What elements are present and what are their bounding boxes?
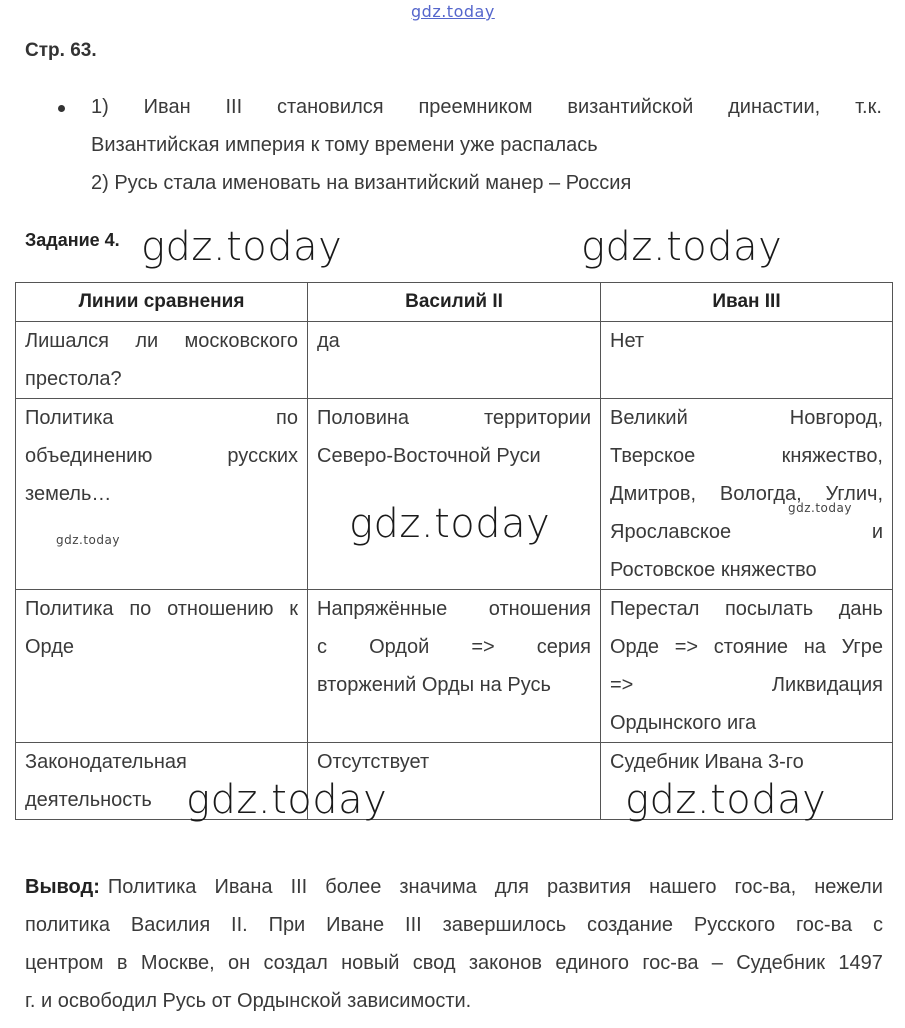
header-vasily: Василий II: [308, 283, 601, 322]
conclusion-word: единого: [555, 952, 629, 974]
cell-line: Орде: [25, 636, 75, 658]
conclusion-word: значима: [399, 876, 477, 898]
comparison-table: [15, 282, 893, 820]
table-header-row: [16, 283, 893, 322]
conclusion-word: он: [227, 952, 251, 974]
conclusion-word: –: [711, 952, 723, 974]
conclusion-label: Вывод:: [25, 876, 100, 898]
cell-vasily: [308, 322, 601, 399]
cell-word: Углич,: [825, 483, 883, 505]
conclusion-word: создание: [587, 914, 674, 936]
conclusion-word: политика: [25, 914, 110, 936]
conclusion-line-2: [25, 906, 883, 944]
conclusion-word: Судебник: [736, 952, 826, 974]
watermark-big[interactable]: gdz.today: [141, 224, 343, 270]
conclusion-word: При: [268, 914, 306, 936]
cell-line: престола?: [25, 368, 122, 390]
header-ivan: Иван III: [601, 283, 893, 322]
cell-vasily: [308, 590, 601, 743]
cell-word: дань: [838, 598, 883, 620]
watermark-top[interactable]: gdz.today: [411, 2, 495, 21]
conclusion-word: Иване: [326, 914, 385, 936]
answer-item-1-line-1: [91, 88, 882, 126]
cell-word: с: [317, 636, 327, 658]
cell-word: московского: [184, 330, 298, 352]
cell-word: Тверское: [610, 445, 696, 467]
cell-word: отношения: [488, 598, 591, 620]
cell-line: деятельность: [25, 789, 152, 811]
cell-word: и: [871, 521, 883, 543]
cell-word: Вологда,: [719, 483, 802, 505]
cell-line: Отсутствует: [317, 751, 430, 773]
table-row: [16, 590, 893, 743]
conclusion-word: гос-ва: [795, 914, 853, 936]
cell-line: [25, 399, 298, 437]
cell-word: Ярославское: [610, 521, 732, 543]
conclusion-word: гос-ва,: [734, 876, 797, 898]
cell-line: Нет: [610, 330, 645, 352]
conclusion-word: 1497: [838, 952, 883, 974]
conclusion-word: нежели: [814, 876, 883, 898]
table-row: [16, 322, 893, 399]
cell-word: Ордой: [369, 636, 430, 658]
conclusion-word: развития: [546, 876, 632, 898]
cell-word: к: [289, 598, 298, 620]
cell-ivan: [601, 322, 893, 399]
conclusion-line-1: [25, 868, 883, 906]
conclusion-line-3: [25, 944, 883, 982]
conclusion-word: завершилось: [442, 914, 567, 936]
conclusion-word: нашего: [649, 876, 717, 898]
conclusion-word: для: [494, 876, 529, 898]
task-title: Задание 4.: [25, 230, 120, 250]
cell-line: [317, 399, 591, 437]
cell-word: =>: [610, 674, 634, 696]
conclusion-word: Москве,: [140, 952, 215, 974]
watermark-big[interactable]: gdz.today: [186, 777, 388, 823]
cell-word: Политика: [25, 407, 114, 429]
page-reference: Стр. 63.: [25, 40, 97, 61]
cell-line: Законодательная: [25, 751, 187, 773]
cell-word: отношению: [167, 598, 274, 620]
conclusion-word: в: [116, 952, 128, 974]
cell-line: [25, 590, 298, 628]
cell-vasily: [308, 399, 601, 590]
conclusion-word: II.: [231, 914, 248, 936]
cell-line: вторжений Орды на Русь: [317, 674, 551, 696]
bullet-icon: [58, 105, 65, 112]
conclusion-line-1-text: [108, 868, 883, 906]
cell-line: [610, 513, 883, 551]
conclusion-word: центром: [25, 952, 104, 974]
conclusion-word: новый: [341, 952, 400, 974]
cell-line: [317, 628, 591, 666]
cell-criterion: [16, 590, 308, 743]
conclusion-word: III: [290, 876, 308, 898]
conclusion-word: Политика: [107, 876, 197, 898]
cell-ivan: [601, 590, 893, 743]
answer-item-1-line-2: Византийская империя к тому времени уже распалась: [91, 134, 598, 156]
cell-word: русских: [227, 445, 298, 467]
answer-word: династии,: [728, 96, 821, 118]
answer-item-2: 2) Русь стала именовать на византийский манер – Россия: [91, 172, 632, 194]
cell-line: [610, 399, 883, 437]
cell-word: =>: [471, 636, 495, 658]
answer-word: преемником: [418, 96, 533, 118]
cell-word: ли: [135, 330, 159, 352]
header-criteria: Линии сравнения: [16, 283, 308, 322]
conclusion-line-4: г. и освободил Русь от Ордынской зависимости.: [25, 990, 472, 1012]
cell-word: на: [803, 636, 826, 658]
conclusion-word: свод: [412, 952, 456, 974]
conclusion-word: законов: [468, 952, 543, 974]
cell-line: земель…: [25, 483, 112, 505]
cell-word: по: [276, 407, 298, 429]
cell-line: [25, 437, 298, 475]
watermark-big[interactable]: gdz.today: [349, 501, 551, 547]
answer-word: византийской: [567, 96, 694, 118]
watermark-big[interactable]: gdz.today: [625, 777, 827, 823]
cell-word: =>: [674, 636, 699, 658]
watermark-big[interactable]: gdz.today: [581, 224, 783, 270]
conclusion: [25, 868, 883, 1020]
cell-word: территории: [483, 407, 591, 429]
conclusion-word: Василия: [130, 914, 211, 936]
cell-ivan: [601, 399, 893, 590]
cell-word: Великий: [610, 407, 688, 429]
cell-word: Угре: [841, 636, 883, 658]
cell-line: [610, 628, 883, 666]
cell-criterion: [16, 322, 308, 399]
cell-line: да: [317, 330, 340, 352]
cell-line: Ростовское княжество: [610, 559, 817, 581]
cell-word: Лишался: [25, 330, 109, 352]
cell-word: по: [129, 598, 152, 620]
cell-word: серия: [536, 636, 591, 658]
cell-word: Перестал: [610, 598, 700, 620]
cell-word: Орде: [610, 636, 660, 658]
conclusion-word: гос-ва: [642, 952, 699, 974]
cell-line: Судебник Ивана 3-го: [610, 751, 804, 773]
cell-word: Новгород,: [789, 407, 883, 429]
cell-word: Политика: [25, 598, 114, 620]
cell-line: Ордынского ига: [610, 712, 757, 734]
conclusion-word: III: [405, 914, 422, 936]
answer-word: становился: [277, 96, 384, 118]
cell-word: Дмитров,: [610, 483, 697, 505]
cell-line: [317, 590, 591, 628]
cell-word: Половина: [317, 407, 410, 429]
cell-word: посылать: [724, 598, 814, 620]
cell-line: [610, 437, 883, 475]
watermark-small[interactable]: gdz.today: [56, 533, 120, 547]
cell-word: стояние: [713, 636, 789, 658]
conclusion-word: создал: [263, 952, 328, 974]
conclusion-word: с: [872, 914, 883, 936]
cell-word: Ликвидация: [771, 674, 883, 696]
table-row: [16, 399, 893, 590]
cell-line: [610, 590, 883, 628]
cell-word: объединению: [25, 445, 153, 467]
watermark-small[interactable]: gdz.today: [788, 501, 852, 515]
answer-word: т.к.: [855, 96, 882, 118]
answer-word: 1): [91, 96, 109, 118]
conclusion-word: Ивана: [214, 876, 273, 898]
conclusion-word: более: [325, 876, 382, 898]
cell-criterion: [16, 399, 308, 590]
answer-word: Иван: [143, 96, 191, 118]
conclusion-word: Русского: [693, 914, 776, 936]
answer-word: III: [225, 96, 243, 118]
cell-line: [25, 322, 298, 360]
cell-line: Северо-Восточной Руси: [317, 445, 541, 467]
cell-word: княжество,: [781, 445, 883, 467]
cell-word: Напряжённые: [317, 598, 448, 620]
cell-line: [610, 666, 883, 704]
